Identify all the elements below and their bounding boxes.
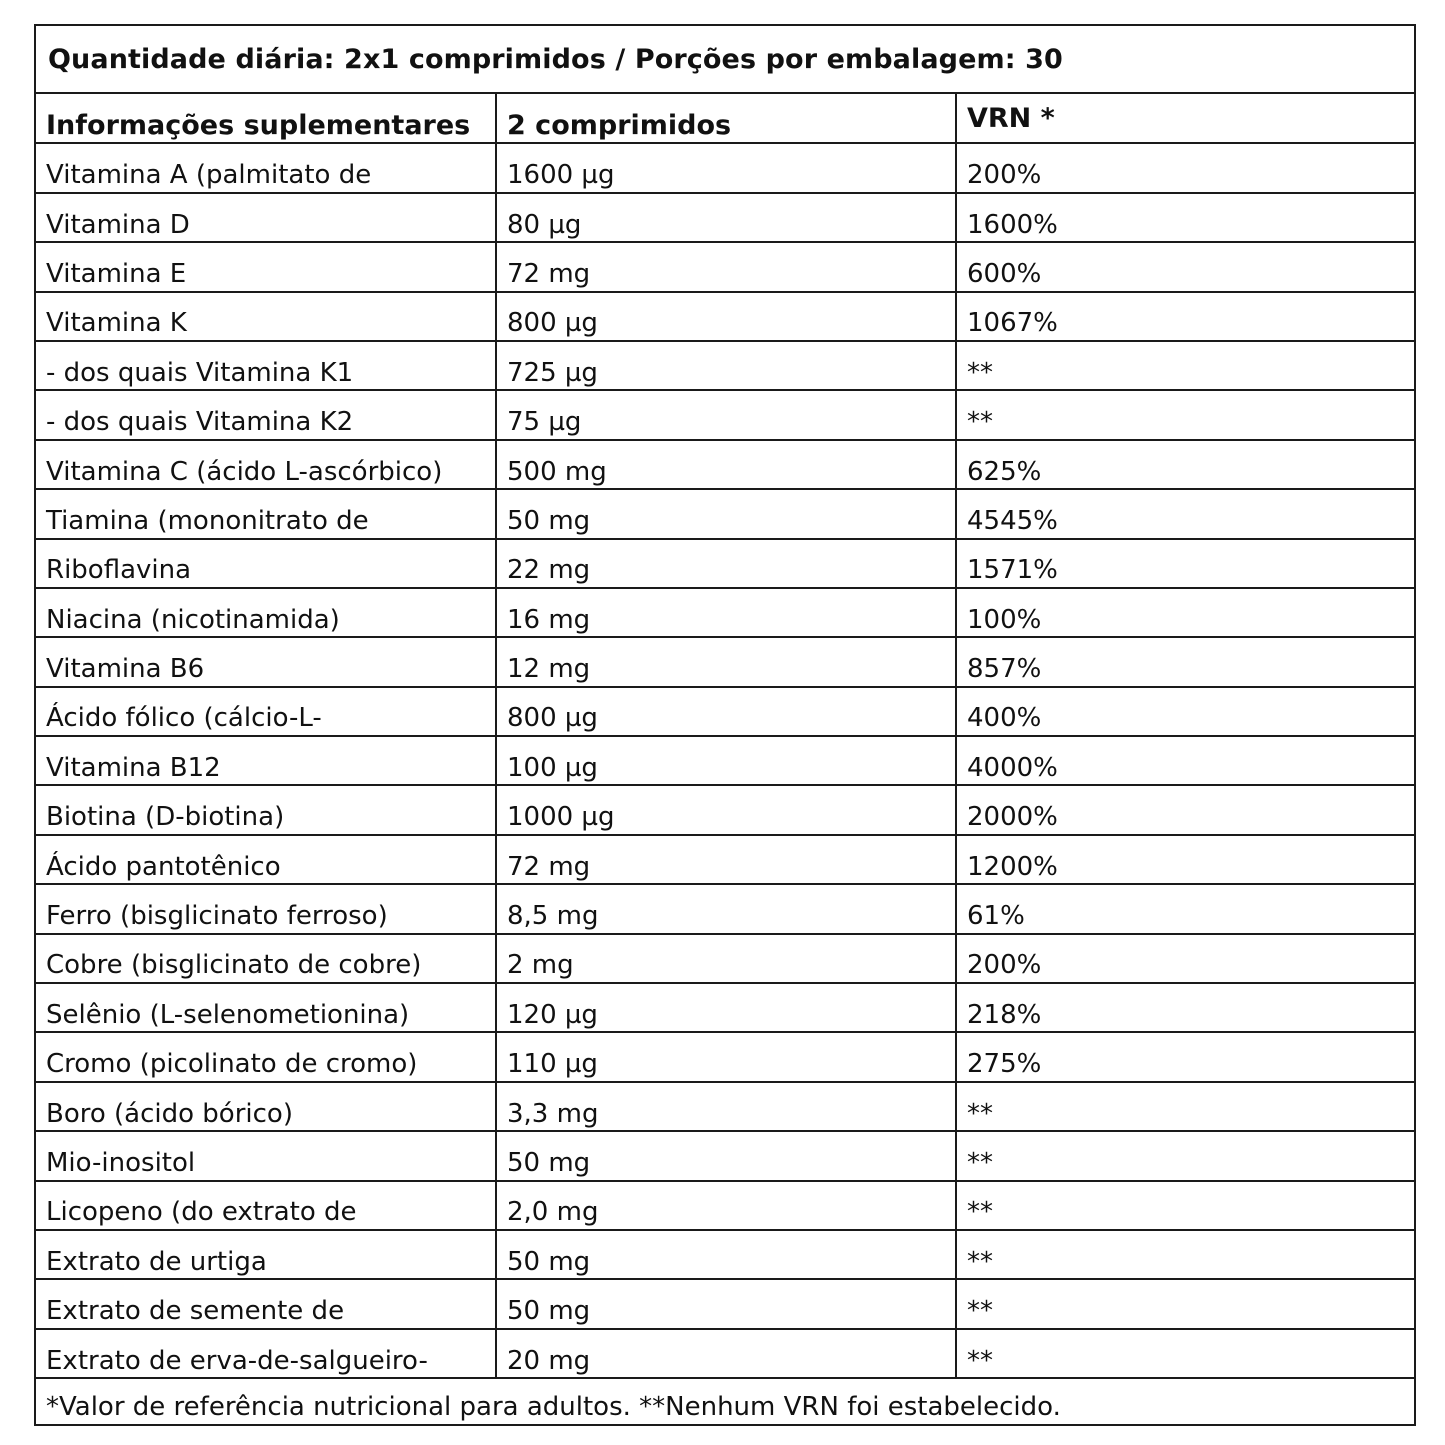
serving-info-title: Quantidade diária: 2x1 comprimidos / Porções por embalagem: 30: [36, 26, 1414, 94]
nutrient-name: Vitamina C (ácido L-ascórbico): [36, 440, 496, 489]
nutrient-amount: 50 mg: [496, 1131, 956, 1180]
nutrient-vrn: **: [956, 341, 1414, 390]
nutrient-name: Selênio (L-selenometionina): [36, 983, 496, 1032]
nutrient-amount: 2 mg: [496, 934, 956, 983]
table-row: [36, 637, 1414, 686]
nutrient-name: - dos quais Vitamina K1: [36, 341, 496, 390]
nutrient-vrn: 2000%: [956, 785, 1414, 834]
nutrient-name: Extrato de urtiga: [36, 1230, 496, 1279]
nutrient-vrn: **: [956, 390, 1414, 439]
table-row: [36, 1230, 1414, 1279]
nutrient-vrn: **: [956, 1082, 1414, 1131]
nutrient-name: Riboflavina: [36, 539, 496, 588]
nutrient-name: Vitamina A (palmitato de: [36, 143, 496, 192]
table-row: [36, 1032, 1414, 1081]
table-row: [36, 1181, 1414, 1230]
nutrient-amount: 800 µg: [496, 687, 956, 736]
table-row: [36, 292, 1414, 341]
nutrient-name: Boro (ácido bórico): [36, 1082, 496, 1131]
nutrient-vrn: 1067%: [956, 292, 1414, 341]
nutrient-amount: 50 mg: [496, 1279, 956, 1328]
nutrient-amount: 3,3 mg: [496, 1082, 956, 1131]
nutrient-amount: 75 µg: [496, 390, 956, 439]
nutrient-vrn: **: [956, 1181, 1414, 1230]
nutrient-vrn: 600%: [956, 242, 1414, 291]
nutrient-amount: 1000 µg: [496, 785, 956, 834]
table-header-row: [36, 94, 1414, 143]
table-row: [36, 390, 1414, 439]
table-row: [36, 934, 1414, 983]
table-row: [36, 1131, 1414, 1180]
nutrient-name: Mio-inositol: [36, 1131, 496, 1180]
nutrient-vrn: 275%: [956, 1032, 1414, 1081]
table-row: [36, 143, 1414, 192]
nutrient-name: Tiamina (mononitrato de: [36, 489, 496, 538]
nutrient-amount: 8,5 mg: [496, 884, 956, 933]
nutrient-vrn: 400%: [956, 687, 1414, 736]
nutrient-name: Vitamina E: [36, 242, 496, 291]
nutrient-name: Extrato de semente de: [36, 1279, 496, 1328]
column-header-amount: 2 comprimidos: [496, 94, 956, 143]
table-row: [36, 193, 1414, 242]
nutrient-name: Vitamina D: [36, 193, 496, 242]
table-row: [36, 588, 1414, 637]
nutrient-name: - dos quais Vitamina K2: [36, 390, 496, 439]
table-row: [36, 1279, 1414, 1328]
nutrient-vrn: 857%: [956, 637, 1414, 686]
nutrient-vrn: 200%: [956, 143, 1414, 192]
nutrient-vrn: **: [956, 1131, 1414, 1180]
supplement-facts-table: [36, 94, 1414, 1379]
table-row: [36, 440, 1414, 489]
nutrient-vrn: 218%: [956, 983, 1414, 1032]
table-row: [36, 539, 1414, 588]
table-row: [36, 1082, 1414, 1131]
nutrient-vrn: 61%: [956, 884, 1414, 933]
nutrient-amount: 1600 µg: [496, 143, 956, 192]
nutrient-amount: 500 mg: [496, 440, 956, 489]
nutrient-name: Vitamina B12: [36, 736, 496, 785]
nutrient-vrn: **: [956, 1329, 1414, 1378]
nutrient-amount: 725 µg: [496, 341, 956, 390]
nutrient-vrn: 625%: [956, 440, 1414, 489]
nutrient-name: Cromo (picolinato de cromo): [36, 1032, 496, 1081]
nutrient-name: Ácido fólico (cálcio-L-: [36, 687, 496, 736]
nutrient-amount: 110 µg: [496, 1032, 956, 1081]
nutrient-vrn: 1200%: [956, 835, 1414, 884]
nutrient-name: Ferro (bisglicinato ferroso): [36, 884, 496, 933]
nutrient-vrn: 200%: [956, 934, 1414, 983]
nutrient-amount: 20 mg: [496, 1329, 956, 1378]
nutrient-amount: 50 mg: [496, 1230, 956, 1279]
nutrient-amount: 100 µg: [496, 736, 956, 785]
table-row: [36, 884, 1414, 933]
nutrient-name: Cobre (bisglicinato de cobre): [36, 934, 496, 983]
nutrient-name: Extrato de erva-de-salgueiro-: [36, 1329, 496, 1378]
nutrient-amount: 50 mg: [496, 489, 956, 538]
nutrient-name: Licopeno (do extrato de: [36, 1181, 496, 1230]
nutrient-amount: 22 mg: [496, 539, 956, 588]
table-row: [36, 835, 1414, 884]
nutrient-name: Niacina (nicotinamida): [36, 588, 496, 637]
nutrient-vrn: **: [956, 1230, 1414, 1279]
table-row: [36, 687, 1414, 736]
footnote: *Valor de referência nutricional para adultos. **Nenhum VRN foi estabelecido.: [46, 1392, 1061, 1422]
nutrient-vrn: 1571%: [956, 539, 1414, 588]
nutrient-amount: 16 mg: [496, 588, 956, 637]
nutrient-vrn: 4545%: [956, 489, 1414, 538]
table-row: [36, 341, 1414, 390]
nutrient-name: Ácido pantotênico: [36, 835, 496, 884]
nutrient-vrn: 100%: [956, 588, 1414, 637]
nutrient-vrn: 4000%: [956, 736, 1414, 785]
nutrient-name: Vitamina B6: [36, 637, 496, 686]
table-row: [36, 736, 1414, 785]
nutrient-name: Biotina (D-biotina): [36, 785, 496, 834]
nutrition-panel: [34, 24, 1416, 1426]
nutrient-amount: 80 µg: [496, 193, 956, 242]
nutrient-amount: 72 mg: [496, 835, 956, 884]
nutrient-amount: 72 mg: [496, 242, 956, 291]
table-row: [36, 489, 1414, 538]
table-row: [36, 1329, 1414, 1378]
nutrient-amount: 2,0 mg: [496, 1181, 956, 1230]
table-body: [36, 143, 1414, 1378]
nutrient-amount: 120 µg: [496, 983, 956, 1032]
column-header-name: Informações suplementares: [36, 94, 496, 143]
nutrient-amount: 12 mg: [496, 637, 956, 686]
table-row: [36, 983, 1414, 1032]
nutrient-amount: 800 µg: [496, 292, 956, 341]
column-header-vrn: VRN *: [956, 94, 1414, 143]
nutrient-vrn: **: [956, 1279, 1414, 1328]
table-row: [36, 785, 1414, 834]
table-row: [36, 242, 1414, 291]
nutrient-name: Vitamina K: [36, 292, 496, 341]
nutrient-vrn: 1600%: [956, 193, 1414, 242]
